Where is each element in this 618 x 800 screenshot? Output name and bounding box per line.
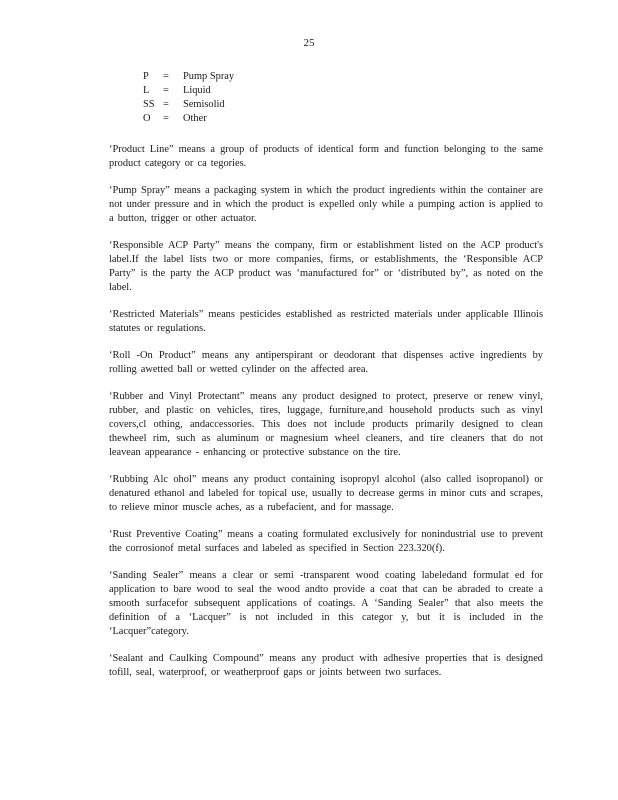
definitions-list xyxy=(109,143,543,693)
abbreviation-row xyxy=(143,70,234,84)
equals-sign: = xyxy=(163,99,169,110)
equals-sign: = xyxy=(163,71,169,82)
definition-sanding-sealer: ‘Sanding Sealer” means a clear or semi -transparent wood coating labeledand formulat ed for application to bare wood to seal the wood andto provide a coat that can be abraded to create a smooth surfacefor subsequent applications of coatings. A ‘Sanding Sealer” that also meets the definition of a ‘Lacquer” is not included in this categor y, but it is included in the ‘Lacquer”category. xyxy=(109,570,543,637)
abbreviation-code: SS xyxy=(143,99,155,110)
definition-product-line: ‘Product Line” means a group of products of identical form and function belonging to the same product category or ca tegories. xyxy=(109,144,543,169)
abbreviation-code: O xyxy=(143,113,151,124)
definition-rubbing-alcohol: ‘Rubbing Alc ohol” means any product containing isopropyl alcohol (also called isopropanol) or denatured ethanol and labeled for topical use, usually to decrease germs in minor cuts and scrapes, to relieve minor muscle aches, as a rubefacient, and for massage. xyxy=(109,474,543,513)
abbreviation-meaning: Liquid xyxy=(183,85,211,96)
definition-responsible-acp-party: ‘Responsible ACP Party” means the company, firm or establishment listed on the ACP product's label.If the label lists two or more companies, firms, or establishments, the ‘Responsible ACP Party” is the party the ACP product was ‘manufactured for” or ‘distributed by”, as noted on the label. xyxy=(109,240,543,293)
abbreviation-meaning: Semisolid xyxy=(183,99,225,110)
definition-pump-spray: ‘Pump Spray” means a packaging system in which the product ingredients within the container are not under pressure and in which the product is expelled only while a pumping action is applied to a button, trigger or other actuator. xyxy=(109,185,543,224)
definition-restricted-materials: ‘Restricted Materials” means pesticides established as restricted materials under applicable Illinois statutes or regulations. xyxy=(109,309,543,334)
abbreviation-list xyxy=(143,70,234,126)
equals-sign: = xyxy=(163,113,169,124)
abbreviation-code: L xyxy=(143,85,150,96)
abbreviation-row xyxy=(143,98,234,112)
equals-sign: = xyxy=(163,85,169,96)
abbreviation-meaning: Pump Spray xyxy=(183,71,235,82)
abbreviation-row xyxy=(143,112,234,126)
abbreviation-row xyxy=(143,84,234,98)
definition-rust-preventive-coating: ‘Rust Preventive Coating” means a coating formulated exclusively for nonindustrial use to prevent the corrosionof metal surfaces and labeled as specified in Section 223.320(f). xyxy=(109,529,543,554)
definition-rubber-vinyl-protectant: ‘Rubber and Vinyl Protectant” means any product designed to protect, preserve or renew vinyl, rubber, and plastic on vehicles, tires, luggage, furniture,and household products such as vinyl covers,cl othing, andaccessories. This does not include products primarily designed to clean thewheel rim, such as aluminum or magnesium wheel cleaners, and tire cleaners that do not leavean appearance - enhancing or protective substance on the tire. xyxy=(109,391,543,458)
definition-roll-on-product: ‘Roll -On Product” means any antiperspirant or deodorant that dispenses active ingredients by rolling awetted ball or wetted cylinder on the affected area. xyxy=(109,350,543,375)
abbreviation-code: P xyxy=(143,71,149,82)
page-number: 25 xyxy=(303,37,315,49)
abbreviation-meaning: Other xyxy=(183,113,207,124)
definition-sealant-caulking-compound: ‘Sealant and Caulking Compound” means any product with adhesive properties that is designed tofill, seal, waterproof, or weatherproof gaps or joints between two surfaces. xyxy=(109,653,543,678)
